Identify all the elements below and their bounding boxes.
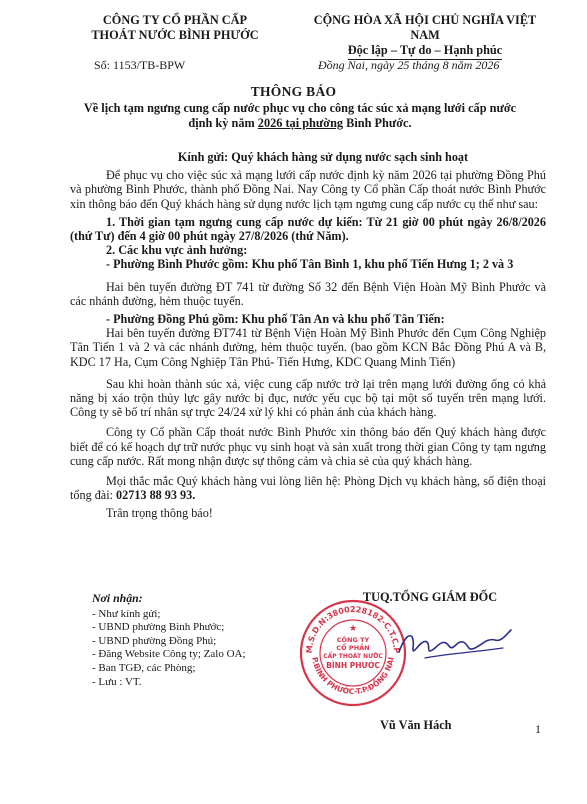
subject-text-underlined: 2026 tại phường (257, 116, 344, 130)
page-number: 1 (535, 722, 541, 736)
recipients-title: Nơi nhận: (92, 591, 143, 605)
signer-title: TUQ.TỔNG GIÁM ĐỐC (362, 590, 498, 604)
subject-text-c: Bình Phước. (343, 116, 412, 130)
subject-text-a: định kỳ năm (188, 116, 258, 130)
item-2-affected-areas: 2. Các khu vực ảnh hưởng: (106, 243, 248, 258)
seal-inner-line3: CẤP THOÁT NƯỚC (323, 653, 383, 660)
recipient-item: - UBND phường Bình Phước; (92, 621, 246, 635)
area-1-heading: - Phường Bình Phước gồm: Khu phố Tân Bình 1, khu phố Tiến Hưng 1; 2 và 3 (106, 257, 514, 272)
recipient-item: - Như kính gửi; (92, 608, 246, 622)
document-body (70, 150, 546, 521)
seal-location-text: P.BÌNH PHƯỚC-T.P.ĐỒNG NAI (310, 656, 396, 697)
seal-inner-line2: CỔ PHẦN (336, 644, 370, 652)
closing-line: Trân trọng thông báo! (106, 506, 213, 521)
hotline-number: 02713 88 93 93. (116, 488, 196, 503)
item-1-downtime: 1. Thời gian tạm ngưng cung cấp nước dự kiến: Từ 21 giờ 00 phút ngày 26/8/2026 (thứ Tư) đến 4 giờ 00 phút ngày 27/8/2026 (thứ Năm). (70, 214, 546, 244)
company-name-line1: CÔNG TY CỔ PHẦN CẤP (102, 13, 248, 27)
company-name-line2: THOÁT NƯỚC BÌNH PHƯỚC (91, 28, 259, 42)
after-flush-paragraph: Sau khi hoàn thành súc xả, việc cung cấp nước trở lại trên mạng lưới đường ống có khả năng bị xáo trộn thủy lực gây nước bị đục, nước yếu cục bộ tại một số tuyến trên mạng lưới. Công ty sẽ bố trí nhân sự trực 24/24 xử lý khi có phản ánh của khách hàng. (70, 376, 546, 420)
document-title: THÔNG BÁO (250, 84, 337, 99)
document-date: Đồng Nai, ngày 25 tháng 8 năm 2026 (318, 58, 500, 72)
recipient-item: - Đăng Website Công ty; Zalo OA; (92, 648, 246, 662)
salutation: Kính gửi: Quý khách hàng sử dụng nước sạch sinh hoạt (177, 150, 469, 164)
recipients-block (92, 592, 246, 689)
area-2-detail: Hai bên tuyến đường ĐT741 từ Bệnh Viện Hoàn Mỹ Bình Phước đến Cụm Công Nghiệp Tân Tiến 1 và 2 và các nhánh đường, hẻm thuộc tuyến. (bao gồm KCN Bắc Đồng Phú A và B, KDC 17 Ha, Cụm Công Nghiệp Tân Phú- Tiến Hưng, KDC Quang Minh Tiến) (70, 326, 546, 369)
area-1-detail: Hai bên tuyến đường ĐT 741 từ đường Số 32 đến Bệnh Viện Hoàn Mỹ Bình Phước và các nhánh đường, hẻm thuộc tuyến. (70, 279, 546, 308)
signer-name: Vũ Văn Hách (380, 718, 452, 732)
recipients-list (92, 608, 246, 690)
company-seal (298, 598, 408, 708)
area-2-heading: - Phường Đồng Phú gồm: Khu phố Tân An và khu phố Tân Tiến: (106, 312, 445, 327)
recipient-item: - Ban TGĐ, các Phòng; (92, 662, 246, 676)
seal-inner-line4: BÌNH PHƯỚC (326, 661, 380, 670)
subject-line2 (70, 116, 530, 131)
notice-paragraph: Công ty Cổ phần Cấp thoát nước Bình Phước xin thông báo đến Quý khách hàng được biết để có kế hoạch dự trữ nước phục vụ sinh hoạt và sản xuất trong thời gian Công ty tạm ngưng cung cấp nước. Rất mong nhận được sự thông cảm và chia sẻ của quý khách hàng. (70, 425, 546, 468)
handwritten-signature (395, 618, 515, 668)
country-name: CỘNG HÒA XÃ HỘI CHỦ NGHĨA VIỆT NAM (313, 13, 537, 42)
subject-line1: Về lịch tạm ngưng cung cấp nước phục vụ cho công tác súc xả mạng lưới cấp nước (83, 101, 517, 115)
company-header (82, 13, 268, 43)
seal-registration-text: M.S.D.N:3800228182-C.T.C.P (304, 604, 402, 654)
document-subject (70, 101, 530, 131)
contact-paragraph (70, 474, 546, 502)
recipient-item: - UBND phường Đồng Phú; (92, 635, 246, 649)
star-icon: ★ (348, 624, 358, 634)
contact-text: Mọi thắc mắc Quý khách hàng vui lòng liên hệ: Phòng Dịch vụ khách hàng, số điện thoại tổng đài: (70, 474, 546, 503)
recipient-item: - Lưu : VT. (92, 676, 246, 690)
national-motto: Độc lập – Tự do – Hạnh phúc (348, 43, 502, 60)
seal-inner-line1: CÔNG TY (336, 636, 370, 644)
national-header (300, 13, 550, 60)
document-number: Số: 1153/TB-BPW (94, 58, 186, 72)
intro-paragraph: Để phục vụ cho việc súc xả mạng lưới cấp nước định kỳ năm 2026 tại phường Đồng Phú và phường Bình Phước, thành phố Đồng Nai. Nay Công ty Cổ phần Cấp thoát nước Bình Phước xin thông báo đến Quý khách hàng sử dụng nước lịch tạm ngưng cung cấp nước cụ thể như sau: (70, 168, 546, 211)
